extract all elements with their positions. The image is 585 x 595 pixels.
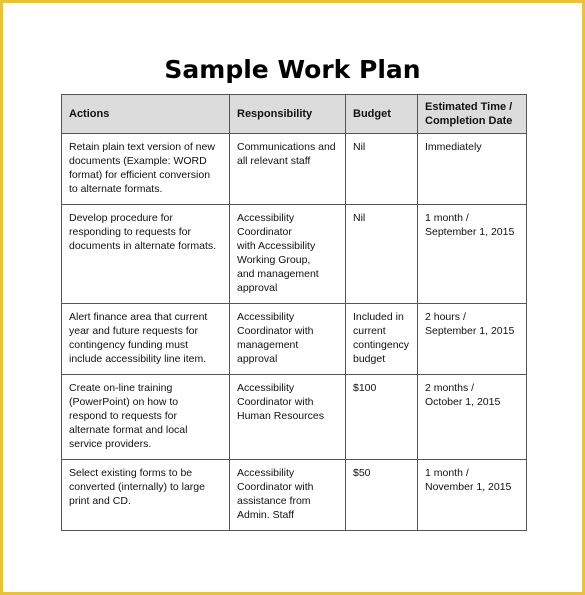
page-title: Sample Work Plan [164, 55, 421, 84]
header-actions: Actions [62, 95, 230, 134]
cell-time: Immediately [418, 134, 527, 205]
cell-responsibility: Accessibility Coordinator with assistance from Admin. Staff [230, 460, 346, 531]
header-estimated-time: Estimated Time / Completion Date [418, 95, 527, 134]
cell-time: 2 hours / September 1, 2015 [418, 304, 527, 375]
table-row [62, 304, 527, 375]
table-row [62, 460, 527, 531]
cell-responsibility: Accessibility Coordinator with Human Resources [230, 375, 346, 460]
table-header-row [62, 95, 527, 134]
cell-action: Develop procedure for responding to requests for documents in alternate formats. [62, 205, 230, 304]
work-plan-table [61, 94, 527, 531]
cell-budget: Included in current contingency budget [346, 304, 418, 375]
cell-action: Select existing forms to be converted (internally) to large print and CD. [62, 460, 230, 531]
cell-time: 1 month / November 1, 2015 [418, 460, 527, 531]
cell-budget: $100 [346, 375, 418, 460]
cell-action: Create on-line training (PowerPoint) on how to respond to requests for alternate format and local service providers. [62, 375, 230, 460]
cell-responsibility: Communications and all relevant staff [230, 134, 346, 205]
cell-budget: Nil [346, 205, 418, 304]
cell-action: Alert finance area that current year and future requests for contingency funding must include accessibility line item. [62, 304, 230, 375]
cell-action: Retain plain text version of new documents (Example: WORD format) for efficient conversion to alternate formats. [62, 134, 230, 205]
table-row [62, 375, 527, 460]
cell-time: 1 month / September 1, 2015 [418, 205, 527, 304]
cell-responsibility: Accessibility Coordinator with management approval [230, 304, 346, 375]
cell-budget: Nil [346, 134, 418, 205]
table-row [62, 205, 527, 304]
table-row [62, 134, 527, 205]
document-page [3, 3, 582, 592]
cell-responsibility: Accessibility Coordinator with Accessibility Working Group, and management approval [230, 205, 346, 304]
header-budget: Budget [346, 95, 418, 134]
cell-budget: $50 [346, 460, 418, 531]
cell-time: 2 months / October 1, 2015 [418, 375, 527, 460]
header-responsibility: Responsibility [230, 95, 346, 134]
